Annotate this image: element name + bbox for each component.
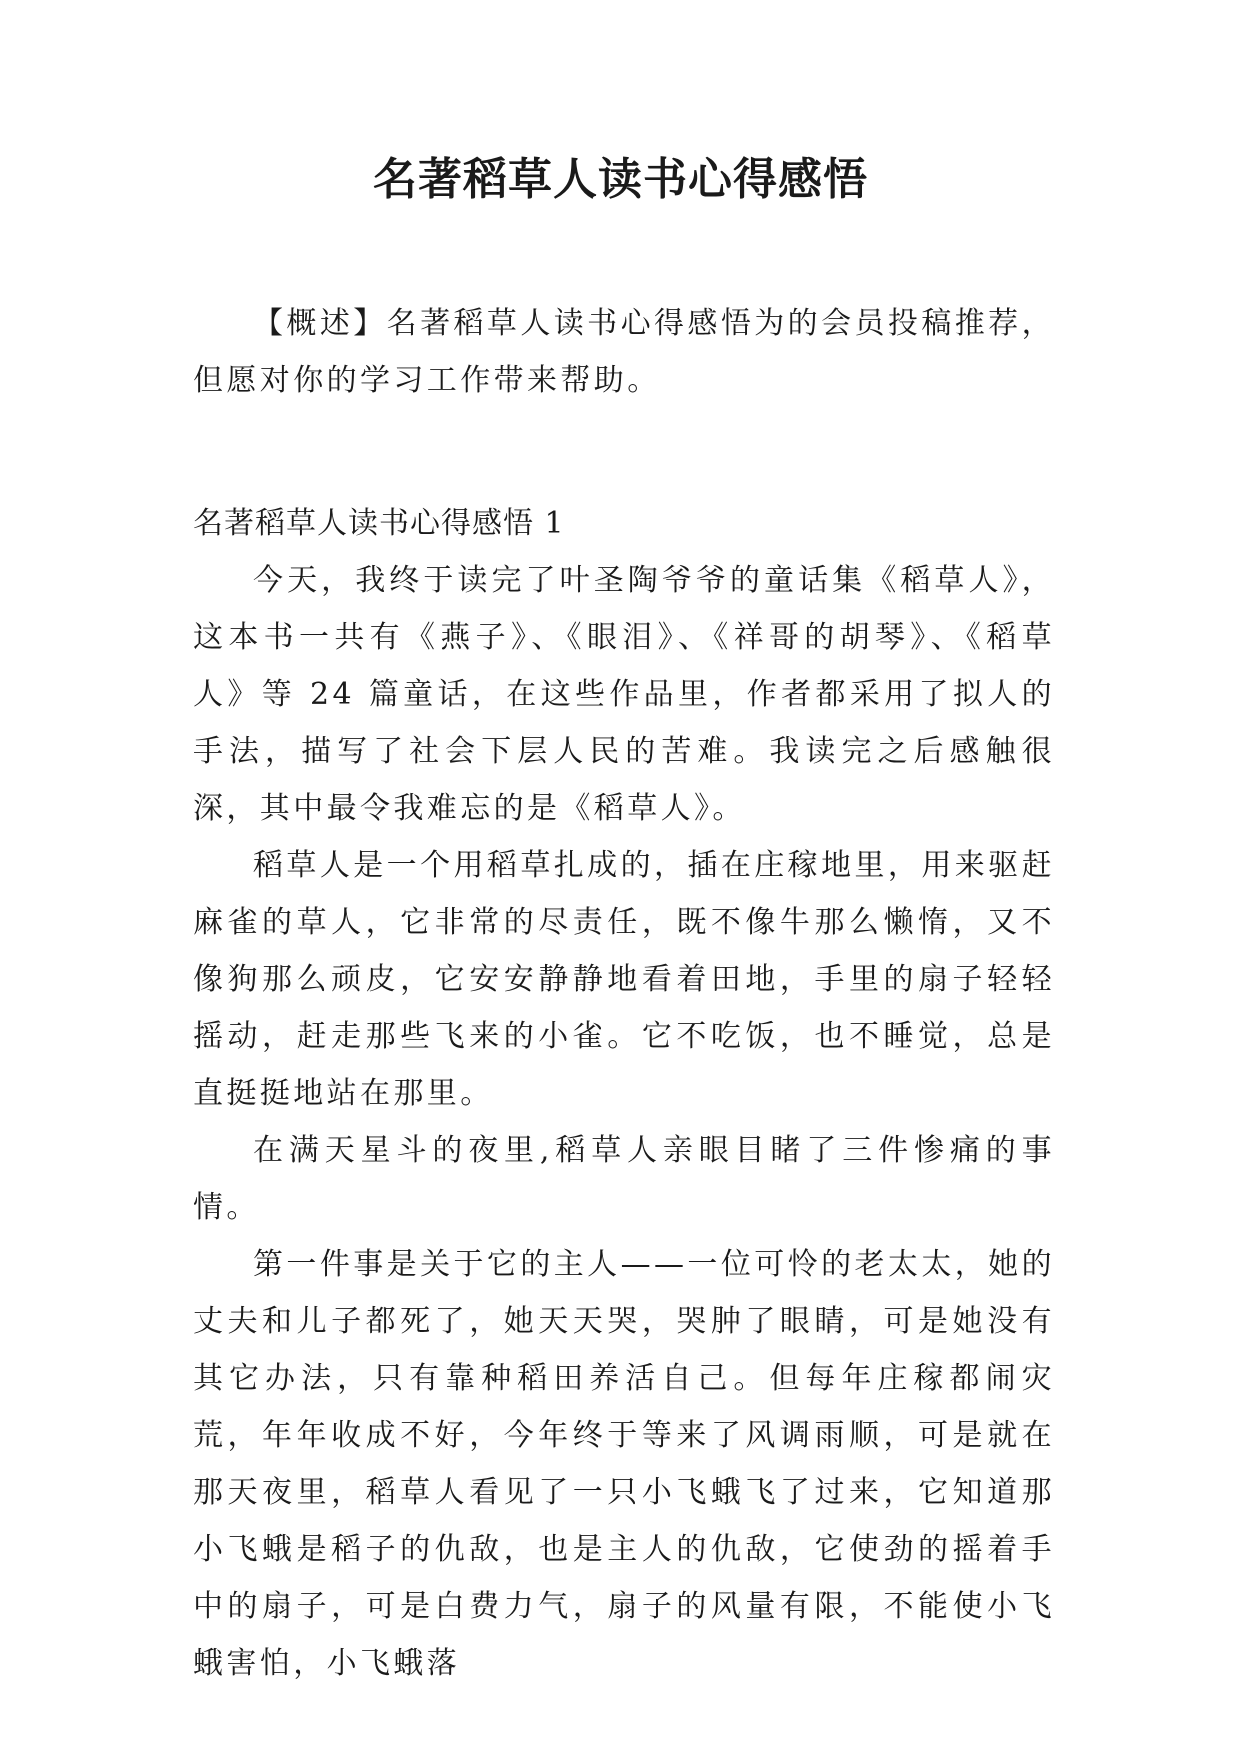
document-body bbox=[193, 295, 1055, 1692]
body-paragraph: 今天，我终于读完了叶圣陶爷爷的童话集《稻草人》，这本书一共有《燕子》、《眼泪》、《祥哥的胡琴》、《稻草人》等 24 篇童话，在这些作品里，作者都采用了拟人的手法，描写了社会下层人民的苦难。我读完之后感触很深，其中最令我难忘的是《稻草人》。 bbox=[193, 563, 1055, 826]
document-title: 名著稻草人读书心得感悟 bbox=[373, 154, 868, 205]
body-paragraph: 在满天星斗的夜里,稻草人亲眼目睹了三件惨痛的事情。 bbox=[193, 1133, 1055, 1225]
body-paragraph: 第一件事是关于它的主人——一位可怜的老太太，她的丈夫和儿子都死了，她天天哭，哭肿了眼睛，可是她没有其它办法，只有靠种稻田养活自己。但每年庄稼都闹灾荒，年年收成不好，今年终于等来了风调雨顺，可是就在那天夜里，稻草人看见了一只小飞蛾飞了过来，它知道那小飞蛾是稻子的仇敌，也是主人的仇敌，它使劲的摇着手中的扇子，可是白费力气，扇子的风量有限，不能使小飞蛾害怕，小飞蛾落 bbox=[193, 1247, 1055, 1681]
body-paragraph: 稻草人是一个用稻草扎成的，插在庄稼地里，用来驱赶麻雀的草人，它非常的尽责任，既不像牛那么懒惰，又不像狗那么顽皮，它安安静静地看着田地，手里的扇子轻轻摇动，赶走那些飞来的小雀。它不吃饭，也不睡觉，总是直挺挺地站在那里。 bbox=[193, 848, 1055, 1111]
summary-paragraph: 【概述】名著稻草人读书心得感悟为的会员投稿推荐，但愿对你的学习工作带来帮助。 bbox=[193, 306, 1055, 398]
section-heading: 名著稻草人读书心得感悟 1 bbox=[193, 506, 565, 541]
